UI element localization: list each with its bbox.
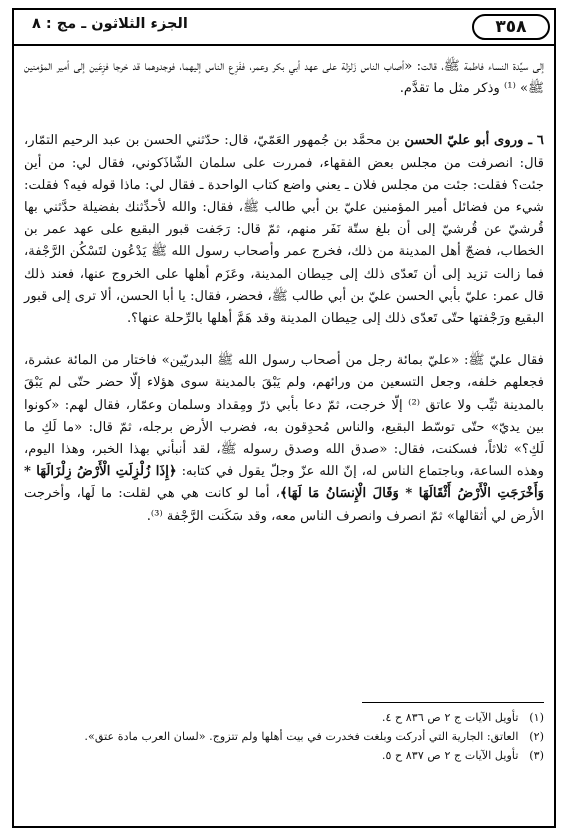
- paragraph-3-text-b: ، أما لو كانت هي هي لقلت: ما لَها، وأخرجت الأرض لي أثقالها» ثمّ انصرف وانصرف الناس معه، وقد سَكَنت الرَّجْفة ⁽³⁾.: [24, 486, 544, 524]
- footnotes: [24, 708, 544, 765]
- paragraph-2: [24, 130, 544, 330]
- footnote-rule: [362, 702, 544, 703]
- footnote: [24, 746, 544, 765]
- footnote-text: تأويل الآيات ج ٢ ص ٨٣٦ ح ٤.: [381, 711, 519, 724]
- paragraph-3: [24, 350, 544, 528]
- footnote-text: العاتق: الجارية التي أدركت وبلغت فخدرت في بيت أهلها ولم تتزوج. «لسان العرب مادة عتق».: [84, 730, 519, 743]
- page-header: [14, 10, 554, 46]
- main-text: [24, 56, 544, 528]
- footnote: [24, 727, 544, 746]
- quran-verse: ﴿إِذَا زُلْزِلَتِ الْأَرْضُ زِلْزَالَهَا * وَأَخْرَجَتِ الْأَرْضُ أَثْقَالَهَا * وَقَالَ الْإِنسَانُ مَا لَهَا﴾: [24, 464, 544, 502]
- footnote-text: تأويل الآيات ج ٢ ص ٨٣٧ ح ٥.: [381, 749, 519, 762]
- header-rule: [14, 44, 554, 46]
- page-number: ٣٥٨: [472, 14, 550, 40]
- hadith-lead: ٦ ـ وروى أبو عليّ الحسن: [404, 133, 544, 149]
- footnote-number: (٢): [529, 730, 544, 743]
- footnote: [24, 708, 544, 727]
- running-head: الجزء الثلاثون ـ مج : ٨: [32, 16, 188, 32]
- paragraph-3-text-a: فقال عليّ ﷺ: «عليّ بمائة رجل من أصحاب رسول الله ﷺ البدريّين» فاختار من المائة عشرة، فجعلهم خلفه، وجعل التسعين من ورائهم، ولم يَبْقَ بالمدينة سوى هؤلاء إلّا حضر حتّى لم يَبْقَ بالمدينة ثيِّب ولا عاتق ⁽²⁾ إلّا خرجت، ثمّ دعا بأبي ذرّ ومِقداد وسلمان وعمّار، فقال لهم: «كونوا بين يديّ» حتّى توسّط البقيع، والناس مُحدِقون به، فضرب الأرض برجله، ثمّ قال: «ما لَكِ ما لَكِ؟» ثلاثاً، فسكنت، فقال: «صدق الله وصدق رسوله ﷺ، لقد أنبأني بهذا الخبر، وهذا اليوم، وهذه الساعة، وباجتماع الناس له، إنّ الله عزّ وجلّ يقول في كتابه:: [24, 353, 545, 480]
- footnote-number: (١): [529, 711, 544, 724]
- footnote-number: (٣): [529, 749, 544, 762]
- paragraph-1: إلى سيِّدة النساء فاطمة ﷺ، قالت: «أصاب الناس زَلزلة على عهد أبي بكر وعمر، ففَزِع الناس إليهما، فوجدوهما قد خرجا فزِعَين إلى أمير المؤمنين ﷺ» ⁽¹⁾ وذكر مثل ما تقدَّم.: [24, 59, 544, 97]
- paragraph-2-text: بن محمَّد بن جُمهور العَمّيّ، قال: حدّثني الحسن بن عبد الرحيم التمّار، قال: انصرفت من مجلس بعض الفقهاء، فمررت على سلمان الشّاذَكوني، فقال لي: من أين جئت؟ فقلت: جئت من مجلس فلان ـ يعني واضع كتاب الواحدة ـ فقال لي: ماذا قوله فيه؟ فقلت: شيء من فضائل أمير المؤمنين عليّ بن أبي طالب ﷺ، فقال: والله لأحدِّثنك بفضيلة حدَّثني بها قُرشيّ عن قُرشيّ إلى أن بلغ ستّة نَفَر منهم، ثمّ قال: رَجَفت قبور البقيع على عهد عمر بن الخطاب، فضجّ أهل المدينة من ذلك، فخرج عمر وأصحاب رسول الله ﷺ يَدْعُون لتَسْكُن الرَّجْفة، فما زالت تزيد إلى أن تَعدّى ذلك إلى حِيطان المدينة، وعَزَم أهلها على الخروج عنها، فعند ذلك قال عمر: عليّ بأبي الحسن عليّ بن أبي طالب ﷺ، فحضر، فقال: يا أبا الحسن، ألا ترى إلى قبور البقيع ورَجْفتها حتّى تَعدّى ذلك إلى حِيطان المدينة وقد هَمَّ أهلها بالرِّحلة عنها؟.: [24, 133, 544, 327]
